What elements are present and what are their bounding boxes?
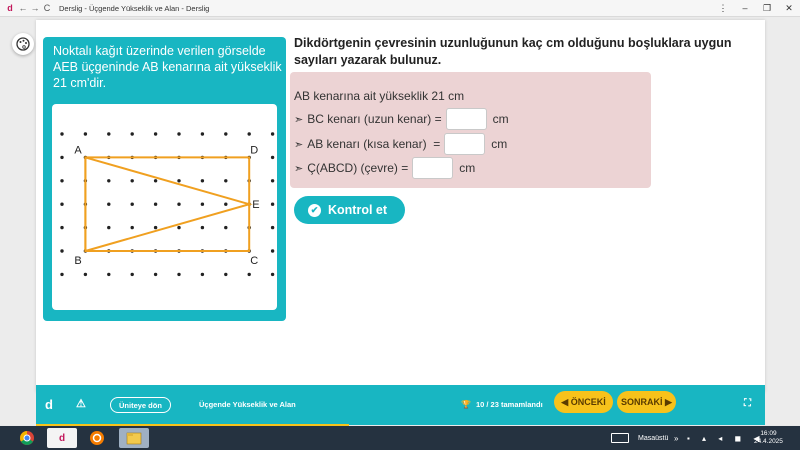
arrow-bullet-icon: ➣ <box>294 113 304 126</box>
perimeter-input[interactable] <box>412 157 453 179</box>
grid-dot <box>224 132 227 135</box>
grid-dot <box>131 226 134 229</box>
chrome-icon <box>19 430 35 446</box>
vertex-label-c: C <box>250 255 259 267</box>
grid-dot <box>107 132 110 135</box>
grid-dot <box>84 132 87 135</box>
desktop-label[interactable]: Masaüstü <box>638 434 669 442</box>
clock[interactable] <box>754 426 783 450</box>
grid-dot <box>60 226 63 229</box>
grid-dot <box>60 179 63 182</box>
reload-icon[interactable]: C <box>43 3 51 13</box>
grid-dot <box>201 226 204 229</box>
bc-length-input[interactable] <box>446 108 487 130</box>
back-to-unit-button[interactable]: Üniteye dön <box>110 397 171 413</box>
folder-icon <box>126 431 142 445</box>
answer-row-bc <box>294 108 509 130</box>
grid-dot <box>107 179 110 182</box>
progress-text: 10 / 23 tamamlandı <box>475 400 543 409</box>
question-text: Dikdörtgenin çevresinin uzunluğunun kaç cm olduğunu boşluklara uygun sayıları yazarak bulunuz. <box>294 36 732 67</box>
window-title: Derslig - Üçgende Yükseklik ve Alan - Derslig <box>59 3 210 13</box>
grid-dot <box>201 203 204 206</box>
grid-dot <box>107 203 110 206</box>
grid-dot <box>248 273 251 276</box>
check-button-label: Kontrol et <box>328 203 388 217</box>
grid-dot <box>107 273 110 276</box>
grid-dot <box>60 249 63 252</box>
menu-icon[interactable]: ⋮ <box>718 2 728 13</box>
vertex-label-e: E <box>252 199 260 212</box>
grid-dot <box>271 132 274 135</box>
answer-unit-bc: cm <box>492 112 509 126</box>
vertex-label-d: D <box>250 144 259 157</box>
grid-dot <box>60 203 63 206</box>
derslig-taskbar-icon[interactable]: d <box>47 428 77 448</box>
next-button[interactable]: SONRAKİ ▶ <box>617 391 676 413</box>
grid-dot <box>60 156 63 159</box>
grid-dot <box>271 249 274 252</box>
section-title: Üçgende Yükseklik ve Alan <box>199 400 296 409</box>
os-taskbar <box>0 426 800 450</box>
maximize-button[interactable]: ❐ <box>762 2 772 13</box>
dot-grid-figure <box>52 104 277 310</box>
grid-dot <box>84 273 87 276</box>
derslig-home-icon[interactable]: d <box>45 397 53 412</box>
answer-label-bc: BC kenarı (uzun kenar) = <box>307 112 442 126</box>
answer-row-perimeter <box>294 157 475 179</box>
vertex-label-a: A <box>74 144 82 157</box>
minimize-button[interactable]: – <box>742 3 748 13</box>
check-circle-icon: ✔ <box>308 204 321 217</box>
previous-button[interactable]: ◀ ÖNCEKİ <box>554 391 613 413</box>
arrow-bullet-icon: ➣ <box>294 162 304 175</box>
problem-description: Noktalı kağıt üzerinde verilen görselde AEB üçgeninde AB kenarına ait yükseklik 21 cm'dir. <box>53 44 282 90</box>
grid-dot <box>271 203 274 206</box>
answer-unit-ab: cm <box>491 137 508 151</box>
progress-indicator <box>461 400 543 409</box>
palette-icon <box>16 37 30 51</box>
forward-arrow-icon[interactable]: → <box>30 3 40 13</box>
answer-row-ab <box>294 133 507 155</box>
grid-dot <box>201 273 204 276</box>
grid-dot <box>154 203 157 206</box>
grid-dot <box>60 273 63 276</box>
grid-dot <box>154 179 157 182</box>
idea-icon <box>89 430 105 446</box>
answer-unit-perimeter: cm <box>459 161 476 175</box>
grid-dot <box>131 132 134 135</box>
grid-dot <box>201 132 204 135</box>
grid-dot <box>224 273 227 276</box>
file-explorer-taskbar-icon[interactable] <box>119 428 149 448</box>
grid-dot <box>154 273 157 276</box>
grid-dot <box>177 203 180 206</box>
chrome-taskbar-icon[interactable] <box>12 428 42 448</box>
given-height-text: AB kenarına ait yükseklik 21 cm <box>294 89 465 103</box>
bottom-bar <box>36 385 765 425</box>
grid-dot <box>271 226 274 229</box>
clock-date: 24.4.2025 <box>754 438 783 445</box>
tray-icons[interactable]: ▪ ▴ ◂ ◼ ◀ <box>687 433 765 443</box>
grid-dot <box>131 273 134 276</box>
palette-button[interactable] <box>12 33 34 55</box>
close-button[interactable]: ✕ <box>785 2 793 13</box>
grid-dot <box>201 179 204 182</box>
answer-label-ab: AB kenarı (kısa kenar) = <box>307 137 441 151</box>
grid-dots <box>60 132 274 276</box>
grid-dot <box>131 179 134 182</box>
browser-titlebar <box>0 0 800 17</box>
answer-label-perimeter: Ç(ABCD) (çevre) = <box>307 161 409 175</box>
grid-dot <box>248 132 251 135</box>
grid-dot <box>224 226 227 229</box>
grid-dot <box>271 156 274 159</box>
grid-dot <box>177 132 180 135</box>
trophy-icon: 🏆 <box>461 400 471 409</box>
fullscreen-icon[interactable]: ⛶ <box>744 398 751 409</box>
grid-dot <box>177 273 180 276</box>
arrow-bullet-icon: ➣ <box>294 138 304 151</box>
ab-length-input[interactable] <box>444 133 485 155</box>
keyboard-icon[interactable] <box>611 433 629 443</box>
tray-expand-icon[interactable]: » <box>674 433 679 443</box>
grid-dot <box>271 179 274 182</box>
grid-dot <box>177 226 180 229</box>
grid-dot <box>271 273 274 276</box>
grid-dot <box>107 226 110 229</box>
vertex-label-b: B <box>74 255 82 267</box>
grid-dot <box>154 226 157 229</box>
grid-dot <box>224 179 227 182</box>
clock-time: 16:09 <box>760 430 777 437</box>
grid-dot <box>224 203 227 206</box>
report-warning-icon[interactable]: ⚠ <box>76 398 86 410</box>
back-arrow-icon[interactable]: ← <box>18 3 28 13</box>
grid-dot <box>131 203 134 206</box>
idea-taskbar-icon[interactable] <box>82 428 112 448</box>
grid-dot <box>177 179 180 182</box>
check-button[interactable] <box>294 196 405 224</box>
derslig-logo-icon: d <box>7 3 13 13</box>
grid-dot <box>60 132 63 135</box>
grid-dot <box>154 132 157 135</box>
